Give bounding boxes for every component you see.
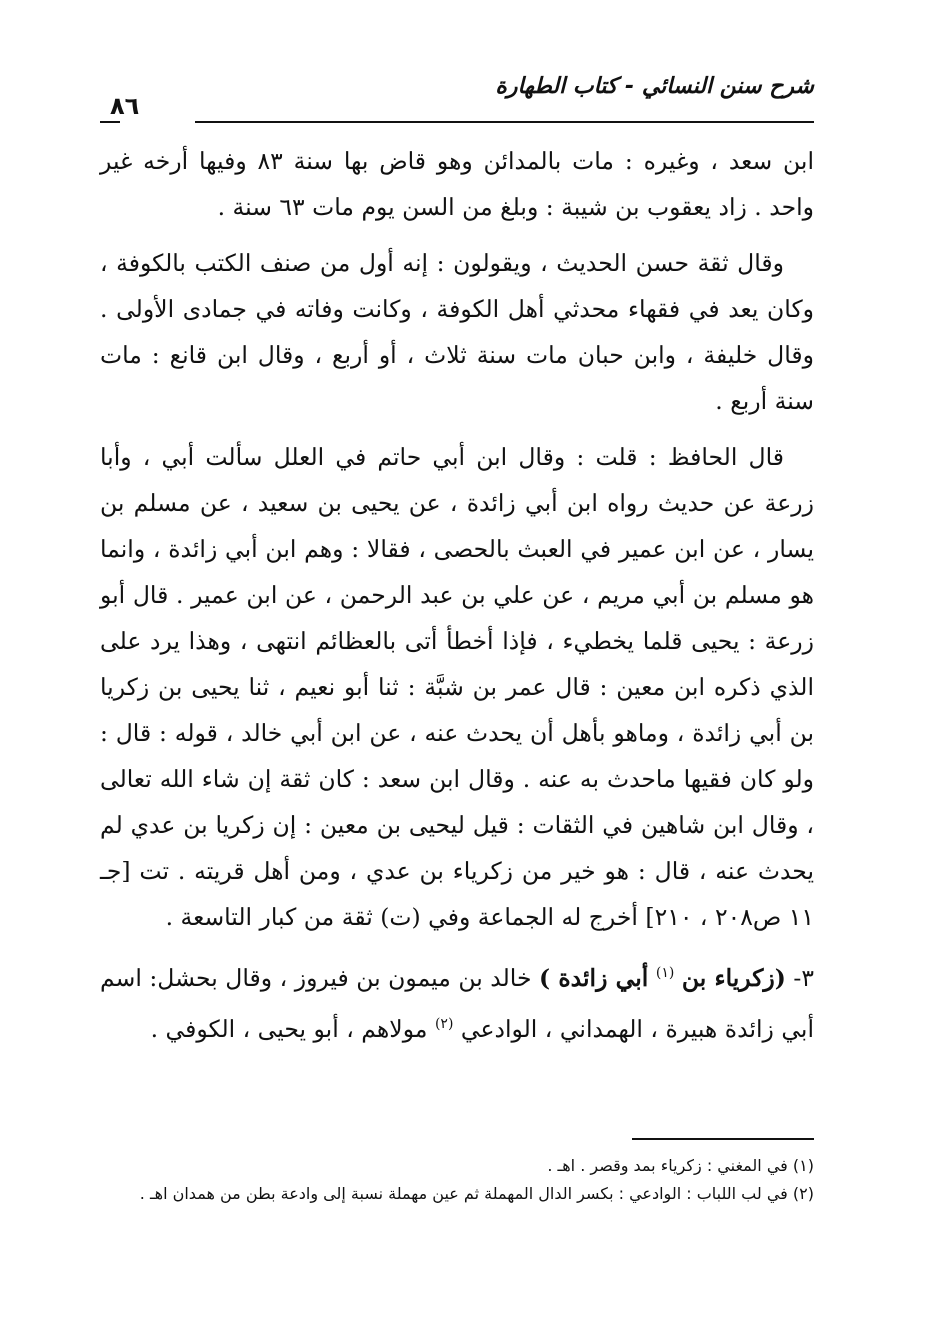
entry-number: ٣- xyxy=(793,963,814,992)
footnote-ref-1[interactable]: (١) xyxy=(655,965,675,981)
page-number: ٨٦ xyxy=(110,92,140,120)
paragraph-2: وقال ثقة حسن الحديث ، ويقولون : إنه أول من صنف الكتب بالكوفة ، وكان يعد في فقهاء محدثي أهل الكوفة ، وكانت وفاته في جمادى الأولى . وقال خليفة ، وابن حبان مات سنة ثلاث ، أو أربع ، وقال ابن قانع : مات سنة أربع . xyxy=(100,249,814,415)
entry-name-2: أبي زائدة ) xyxy=(539,963,649,992)
entry-text-1: خالد بن ميمون بن فيروز ، وقال بحشل: اسم أبي زائدة هبيرة ، الهمداني ، الوادعي xyxy=(100,963,814,1043)
running-title: شرح سنن النسائي - كتاب الطهارة xyxy=(495,74,814,99)
footnote-ref-2[interactable]: (٢) xyxy=(434,1015,454,1032)
entry-name: (زكرياء بن xyxy=(681,963,786,992)
main-text xyxy=(100,138,814,1052)
footnotes xyxy=(100,1152,814,1208)
paragraph-1: ابن سعد ، وغيره : مات بالمدائن وهو قاض بها سنة ٨٣ وفيها أرخه غير واحد . زاد يعقوب بن شيبة : وبلغ من السن يوم مات ٦٣ سنة . xyxy=(100,147,814,221)
footnote-1: (١) في المغني : زكرياء بمد وقصر . اهـ . xyxy=(547,1156,814,1175)
header-rule-short xyxy=(100,121,120,123)
running-head xyxy=(100,74,814,120)
footnote-rule xyxy=(632,1138,814,1140)
entry-text-2: مولاهم ، أبو يحيى ، الكوفي . xyxy=(150,1014,428,1043)
header-rule xyxy=(195,121,814,123)
paragraph-3: قال الحافظ : قلت : وقال ابن أبي حاتم في العلل سألت أبي ، وأبا زرعة عن حديث رواه ابن أبي زائدة ، عن يحيى بن سعيد ، عن مسلم بن يسار ، عن ابن عمير في العبث بالحصى ، فقالا : وهم ابن أبي زائدة ، وانما هو مسلم بن أبي مريم ، عن علي بن عبد الرحمن ، عن ابن عمير . قال أبو زرعة : يحيى قلما يخطيء ، فإذا أخطأ أتى بالعظائم انتهى ، وهذا يرد على الذي ذكره ابن معين : قال عمر بن شبَّة : ثنا أبو نعيم ، ثنا يحيى بن زكريا بن أبي زائدة ، وماهو بأهل أن يحدث عنه ، عن ابن أبي خالد ، قوله : قال : ولو كان فقيها ماحدث به عنه . وقال ابن سعد : كان ثقة إن شاء الله تعالى ، وقال ابن شاهين في الثقات : قيل ليحيى بن معين : إن زكريا بن عدي لم يحدث عنه ، قال : هو خير من زكرياء بن عدي ، ومن أهل قريته . تت [جـ ١١ ص٢٠٨ ، ٢١٠] أخرج له الجماعة وفي (ت) ثقة من كبار التاسعة . xyxy=(100,443,815,931)
paragraph-4 xyxy=(100,950,814,1052)
footnote-2: (٢) في لب اللباب : الوادعي : بكسر الدال المهملة ثم عين مهملة نسبة إلى وادعة بطن من همدان اهـ . xyxy=(139,1184,814,1203)
